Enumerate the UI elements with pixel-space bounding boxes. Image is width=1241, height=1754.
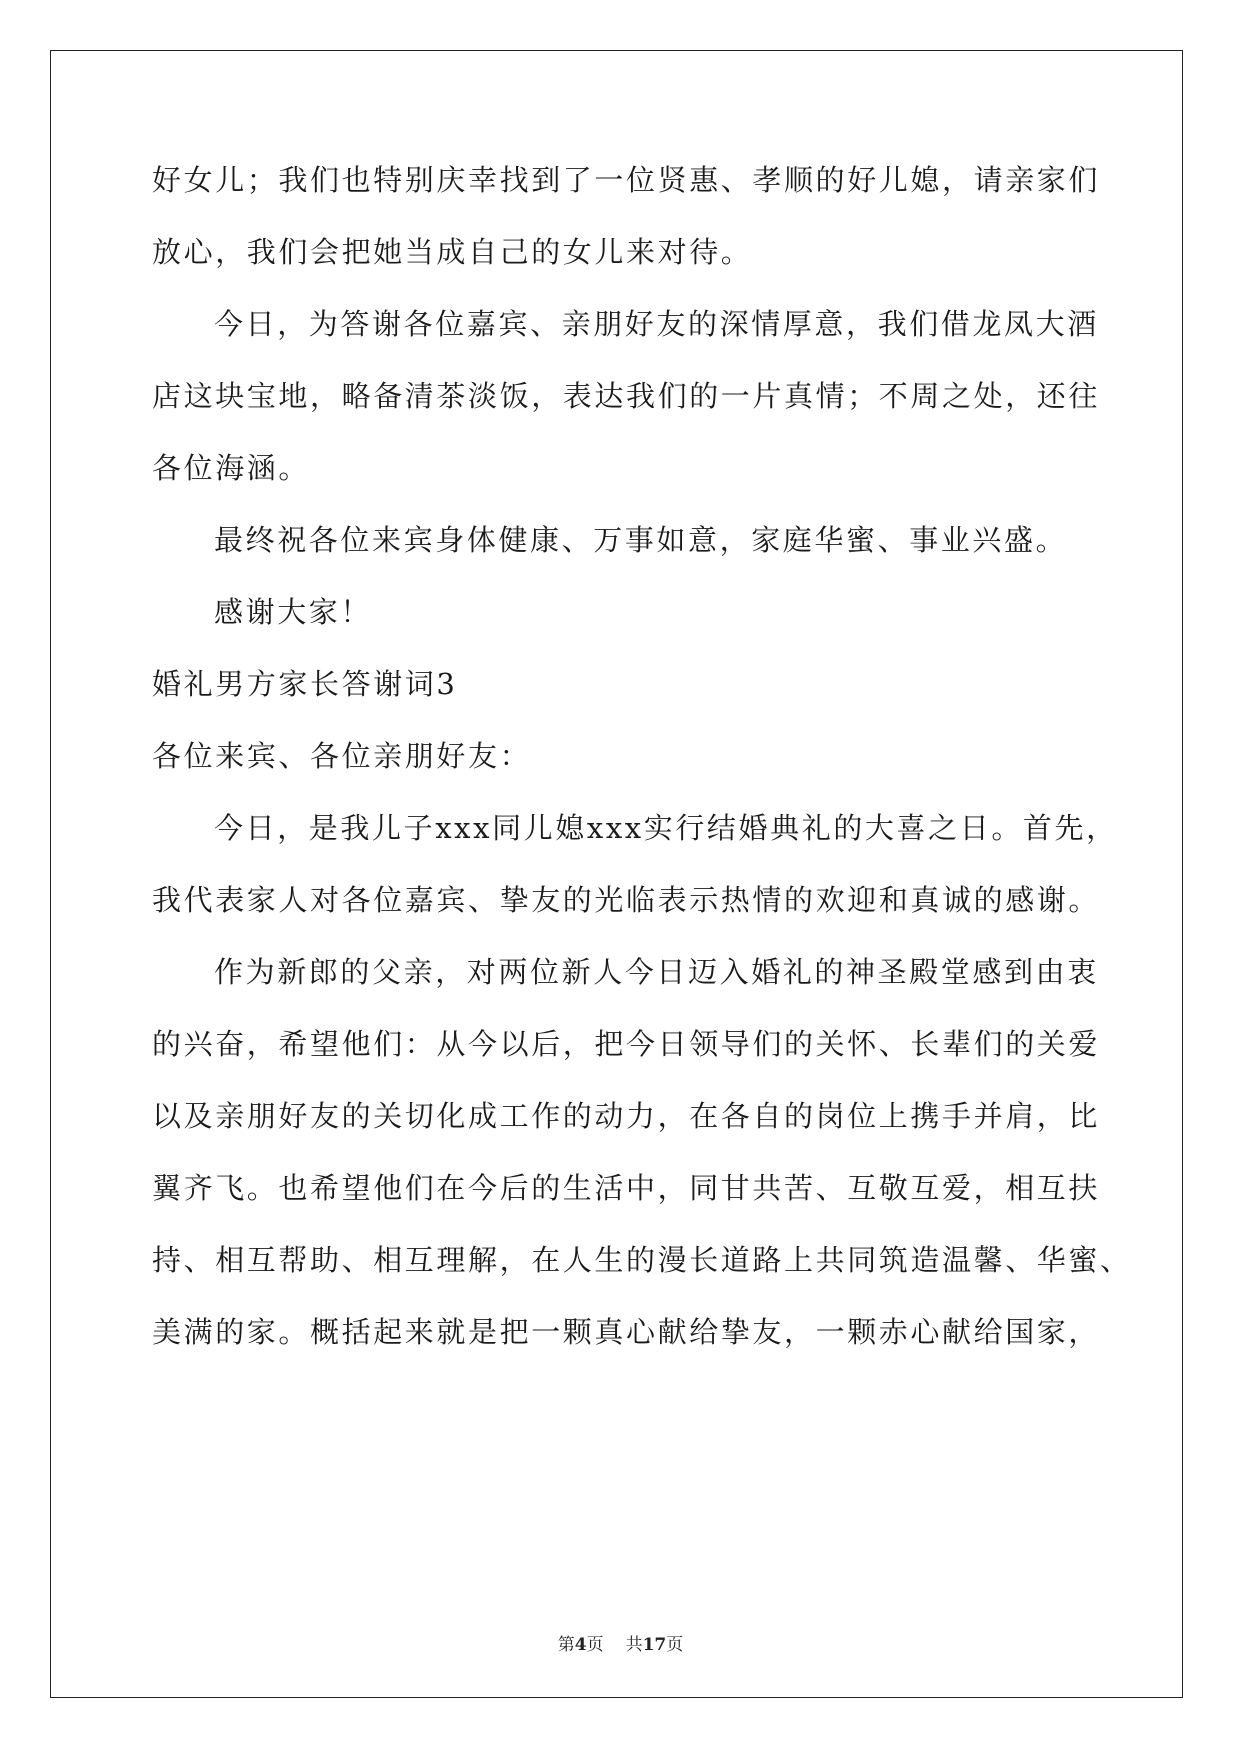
paragraph-line: 今日，是我儿子xxx同儿媳xxx实行结婚典礼的大喜之日。首先， [214,811,1118,845]
page-prefix: 第 [557,1635,575,1655]
page-border [50,50,1183,1698]
paragraph-line: 感谢大家！ [214,595,373,629]
total-prefix: 共 [625,1635,643,1655]
paragraph-line: 的兴奋，希望他们：从今以后，把今日领导们的关怀、长辈们的关爱 [152,1027,1101,1061]
paragraph-line: 放心，我们会把她当成自己的女儿来对待。 [152,235,753,269]
paragraph-line: 今日，为答谢各位嘉宾、亲朋好友的深情厚意，我们借龙凤大酒 [214,307,1099,341]
page-number: 4 [574,1635,587,1655]
paragraph-line: 店这块宝地，略备清茶淡饭，表达我们的一片真情；不周之处，还往 [152,379,1101,413]
paragraph-line: 各位海涵。 [152,451,311,485]
paragraph-line: 翼齐飞。也希望他们在今后的生活中，同甘共苦、互敬互爱，相互扶 [152,1171,1101,1205]
paragraph-line: 好女儿；我们也特别庆幸找到了一位贤惠、孝顺的好儿媳，请亲家们 [152,163,1101,197]
total-suffix: 页 [666,1635,684,1655]
paragraph-line: 以及亲朋好友的关切化成工作的动力，在各自的岗位上携手并肩，比 [152,1099,1101,1133]
paragraph-line: 我代表家人对各位嘉宾、挚友的光临表示热情的欢迎和真诚的感谢。 [152,883,1101,917]
total-pages: 17 [642,1635,667,1655]
paragraph-line: 作为新郎的父亲，对两位新人今日迈入婚礼的神圣殿堂感到由衷 [214,955,1099,989]
paragraph-line: 持、相互帮助、相互理解，在人生的漫长道路上共同筑造温馨、华蜜、 [152,1243,1132,1277]
page-footer [0,1630,1241,1655]
paragraph-line: 最终祝各位来宾身体健康、万事如意，家庭华蜜、事业兴盛。 [214,523,1068,557]
section-heading: 婚礼男方家长答谢词3 [152,667,458,701]
page-suffix: 页 [586,1635,604,1655]
paragraph-line: 美满的家。概括起来就是把一颗真心献给挚友，一颗赤心献给国家， [152,1315,1101,1349]
salutation: 各位来宾、各位亲朋好友： [152,739,532,773]
